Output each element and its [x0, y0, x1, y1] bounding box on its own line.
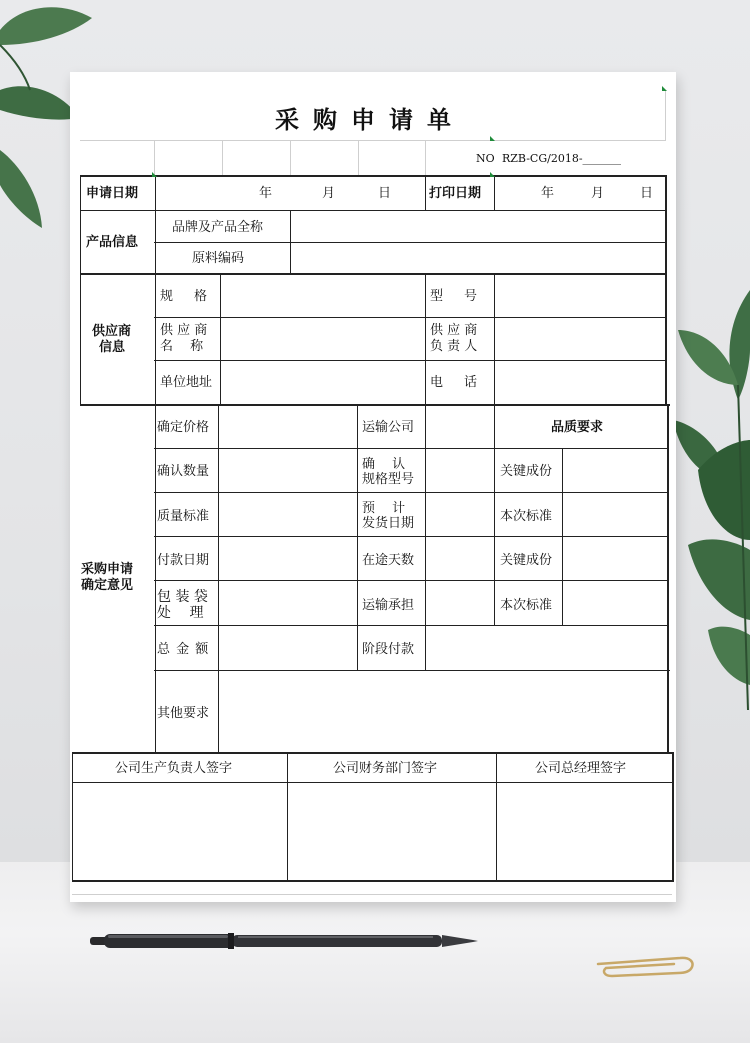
sig-gm-label: 公司总经理签字: [535, 761, 627, 776]
supplier-person-label-1: 供 应 商: [430, 323, 478, 338]
print-month: 月: [591, 186, 605, 201]
confirm-spec-label-1: 确 认: [362, 457, 406, 472]
apply-month: 月: [322, 186, 336, 201]
supplier-info-label-2: 信息: [99, 340, 126, 355]
quality-standard-label: 质量标准: [157, 509, 210, 524]
quality-req-label: 品质要求: [551, 420, 604, 435]
current-standard-label-2: 本次标准: [500, 598, 553, 613]
key-component-label-2: 关键成份: [500, 553, 553, 568]
sig-finance-label: 公司财务部门签字: [333, 761, 438, 776]
supplier-info-label-1: 供应商: [92, 324, 132, 339]
corner-mark: [662, 86, 667, 91]
payment-date-label: 付款日期: [157, 553, 210, 568]
print-day: 日: [640, 186, 654, 201]
plant-right: [668, 290, 750, 710]
stage-payment-label: 阶段付款: [362, 642, 415, 657]
pen: [88, 930, 480, 952]
address-label: 单位地址: [160, 375, 213, 390]
purchase-request-form: [70, 72, 676, 902]
transit-days-label: 在途天数: [362, 553, 415, 568]
confirm-price-label: 确定价格: [157, 420, 210, 435]
expected-ship-label-2: 发货日期: [362, 516, 415, 531]
apply-date-label: 申请日期: [86, 186, 139, 201]
expected-ship-label-1: 预 计: [362, 501, 406, 516]
spec-label: 规 格: [160, 289, 212, 304]
phone-label: 电 话: [430, 375, 482, 390]
packaging-label-2: 处 理: [157, 605, 204, 621]
total-amount-label: 总 金 额: [157, 642, 210, 657]
material-code-label: 原料编码: [192, 251, 245, 266]
current-standard-label: 本次标准: [500, 509, 553, 524]
transport-bear-label: 运输承担: [362, 598, 415, 613]
supplier-name-label-2: 名 称: [160, 339, 204, 354]
form-title: 采购申请单: [275, 106, 465, 134]
apply-year: 年: [259, 186, 273, 201]
model-label: 型 号: [430, 289, 482, 304]
no-label: NO: [476, 152, 495, 165]
supplier-name-label-1: 供 应 商: [160, 323, 208, 338]
product-info-label: 产品信息: [86, 235, 139, 250]
key-component-label: 关键成份: [500, 464, 553, 479]
paper-clip: [594, 956, 696, 980]
transport-company-label: 运输公司: [362, 420, 415, 435]
confirm-qty-label: 确认数量: [157, 464, 210, 479]
brand-label: 品牌及产品全称: [172, 220, 264, 235]
sig-production-label: 公司生产负责人签字: [115, 761, 233, 776]
other-req-label: 其他要求: [157, 706, 210, 721]
packaging-label-1: 包 装 袋: [157, 589, 208, 605]
purchase-opinion-label-1: 采购申请: [81, 562, 134, 577]
print-date-label: 打印日期: [429, 186, 482, 201]
confirm-spec-label-2: 规格型号: [362, 472, 415, 487]
print-year: 年: [541, 186, 555, 201]
apply-day: 日: [378, 186, 392, 201]
no-value: RZB-CG/2018-_______: [502, 152, 622, 165]
supplier-person-label-2: 负 责 人: [430, 339, 478, 354]
purchase-opinion-label-2: 确定意见: [81, 578, 134, 593]
